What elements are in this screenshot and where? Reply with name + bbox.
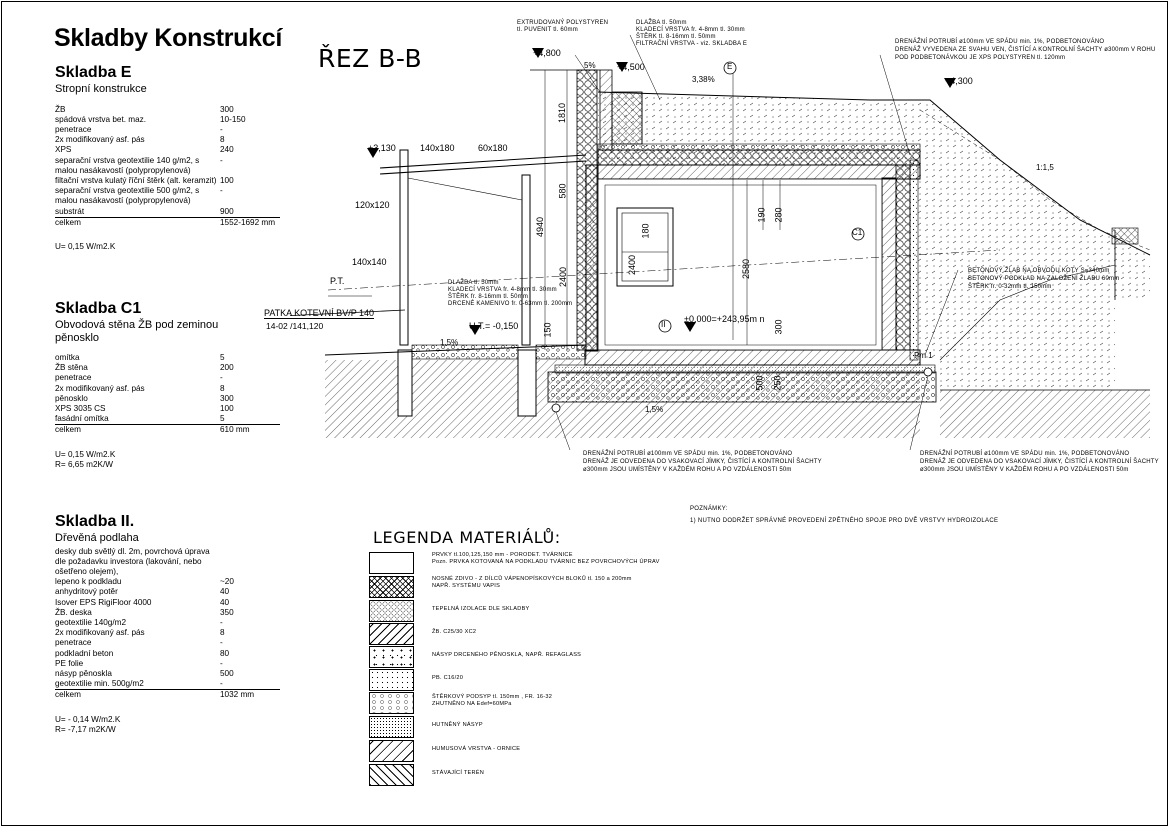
layer-thickness: - xyxy=(220,186,223,196)
layer-name: penetrace xyxy=(55,124,92,134)
gravel-base xyxy=(548,372,936,402)
dim-280-label: 280 xyxy=(773,207,784,223)
layer-thickness: 500 xyxy=(220,668,234,678)
layer-row xyxy=(55,394,280,404)
callout-roof-line: EXTRUDOVANÝ POLYSTYREN xyxy=(517,20,609,26)
callout-terrace-line: ŠTĚRK fr. 8-16mm tl. 50mm xyxy=(448,294,529,300)
label-patka-2: 14-02 /141,120 xyxy=(266,321,324,331)
callout-roof2-line: FILTRAČNÍ VRSTVA - viz. SKLADBA E xyxy=(636,41,748,47)
skladba-e-rows xyxy=(55,105,280,228)
legend-item-gravel xyxy=(369,692,692,714)
skladba-e-title: Skladba E xyxy=(55,64,132,81)
callout-terrace-line: DLAŽBA tl. 50mm xyxy=(448,280,499,286)
legend-text xyxy=(432,764,692,777)
layer-thickness: 8 xyxy=(220,135,225,145)
layer-name: ŽB xyxy=(55,104,66,114)
skladba-ii-subtitle: Dřevěná podlaha xyxy=(55,532,139,544)
label-patka: PATKA KOTEVNÍ BV/P 140 xyxy=(264,308,375,318)
pergola-beam xyxy=(380,155,586,168)
layer-row xyxy=(55,176,280,186)
dim-2400-label-b: 2400 xyxy=(627,254,638,276)
layer-name: lepeno k podkladu xyxy=(55,577,122,587)
layer-thickness xyxy=(220,547,280,578)
legend-item-ptt xyxy=(369,552,692,574)
legend-item-compacted xyxy=(369,716,692,738)
callout-drain-bl-line: DRENÁŽ JE ODVEDENA DO VSAKOVACÍ JÍMKY, ČISTÍCÍ A KONTROLNÍ ŠACHTY xyxy=(583,459,822,465)
callout-drain-br-line: DRENÁŽ JE ODVEDENA DO VSAKOVACÍ JÍMKY, ČISTÍCÍ A KONTROLNÍ ŠACHTY xyxy=(920,459,1159,465)
roof-insulation xyxy=(598,150,920,165)
layer-name: XPS 3035 CS xyxy=(55,404,106,414)
layer-thickness: 10-150 xyxy=(220,114,246,124)
layer-row xyxy=(55,547,280,578)
layer-thickness: 100 xyxy=(220,175,234,185)
legend-line: HUMUSOVÁ VRSTVA - ORNICE xyxy=(432,746,521,752)
interior-room xyxy=(598,179,882,350)
legend-item-penosklo xyxy=(369,646,692,668)
notes-text: 1) NUTNO DODRŽET SPRÁVNÉ PROVEDENÍ ZPĚTNÉHO SPOJE PRO DVĚ VRSTVY HYDROIZOLACE xyxy=(690,518,999,524)
page-title: Skladby Konstrukcí xyxy=(54,24,282,52)
notes-title: POZNÁMKY: xyxy=(690,506,728,512)
callout-terrace xyxy=(448,280,572,308)
layer-name: desky dub světlý dl. 2m, povrchová úprava dle požadavku investora (lakování, nebo ošetřeno olejem), xyxy=(55,546,210,576)
legend-swatch xyxy=(369,669,414,691)
layer-name: ŽB. deska xyxy=(55,607,92,617)
layer-row xyxy=(55,218,280,228)
legend-text xyxy=(432,716,692,729)
lean-concrete xyxy=(555,365,935,373)
layer-name: filtační vrstva kulatý říční štěrk (alt. keramzit) xyxy=(55,175,217,185)
skladba-c1-r: R= 6,65 m2K/W xyxy=(55,459,114,469)
legend-item-terrain xyxy=(369,764,692,786)
dim-180-label: 180 xyxy=(640,223,651,239)
floor-slab xyxy=(585,350,920,365)
legend-item-pb xyxy=(369,669,692,691)
skladba-ii-title: Skladba II. xyxy=(55,513,135,530)
pergola-post-right xyxy=(522,175,530,345)
legend-text xyxy=(432,692,692,708)
skladba-ii-r: R= -7,17 m2K/W xyxy=(55,724,116,734)
callout-roof2-line: DLAŽBA tl. 50mm xyxy=(636,20,687,26)
callout-drain-br-line: ø300mm JSOU UMÍSTĚNY V KAŽDÉM ROHU A PO VZDÁLENOSTI 50m xyxy=(920,467,1129,473)
callout-drain-bl-line: DRENÁŽNÍ POTRUBÍ ø100mm VE SPÁDU min. 1%, PODBETONOVÁNO xyxy=(583,451,793,457)
layer-thickness: 1552-1692 mm xyxy=(220,217,276,227)
legend-line: TEPELNÁ IZOLACE DLE SKLADBY xyxy=(432,606,530,612)
layer-thickness: - xyxy=(220,124,223,134)
wall-right xyxy=(882,178,896,350)
callout-roof-2 xyxy=(636,20,747,48)
slope-338: 3,38% xyxy=(692,75,715,84)
layer-name: substrát xyxy=(55,207,220,218)
footing-right xyxy=(518,350,536,416)
dim-4940-label: 4940 xyxy=(535,216,546,238)
layer-thickness: - xyxy=(220,617,223,627)
legend-line: PRVKY tl.100,125,150 mm - PORODET. TVÁRNICE xyxy=(432,552,573,558)
callout-drain-top-line: DRENÁŽ VYVEDENA ZE SVAHU VEN, ČISTÍCÍ A KONTROLNÍ ŠACHTY ø300mm V ROHU xyxy=(895,47,1156,53)
skladba-e-subtitle: Stropní konstrukce xyxy=(55,83,147,95)
layer-thickness: ~20 xyxy=(220,577,234,587)
callout-drain-br-line: DRENÁŽNÍ POTRUBÍ ø100mm VE SPÁDU min. 1%, PODBETONOVÁNO xyxy=(920,451,1130,457)
layer-name: 2x modifikovaný asf. pás xyxy=(55,383,145,393)
legend-swatch xyxy=(369,576,414,598)
layer-thickness: 1032 mm xyxy=(220,690,255,700)
existing-ground-right xyxy=(940,390,1150,438)
layer-thickness: 240 xyxy=(220,145,234,155)
skladba-c1-title: Skladba C1 xyxy=(55,300,142,317)
legend-item-zb xyxy=(369,623,692,645)
dim-1810-label: 1810 xyxy=(557,102,568,124)
layer-name: ŽB stěna xyxy=(55,363,88,373)
dim-300-label: 300 xyxy=(773,319,784,335)
dim-250-label: 250 xyxy=(772,375,783,391)
layer-thickness: 610 mm xyxy=(220,425,250,435)
label-c1: C1 xyxy=(852,228,863,237)
legend-text xyxy=(432,646,692,659)
layer-name: fasádní omítka xyxy=(55,414,220,425)
layer-name: XPS xyxy=(55,145,72,155)
layer-row xyxy=(55,105,280,115)
insulation-right xyxy=(896,165,910,350)
pergola-post-left xyxy=(400,150,408,345)
callout-drain-top-line: DRENÁŽNÍ POTRUBÍ ø100mm VE SPÁDU min. 1%, PODBETONOVÁNO xyxy=(895,39,1105,45)
callout-drain-bl-line: ø300mm JSOU UMÍSTĚNY V KAŽDÉM ROHU A PO VZDÁLENOSTI 50m xyxy=(583,467,792,473)
dim-150-label: 150 xyxy=(542,322,553,338)
layer-row xyxy=(55,669,280,679)
dim-580-label: 580 xyxy=(557,183,568,199)
legend-line: PB. C16/20 xyxy=(432,675,464,681)
layer-thickness: 350 xyxy=(220,607,234,617)
label-e: E xyxy=(727,62,733,71)
label-ii: II xyxy=(661,320,666,329)
callout-zlab xyxy=(968,267,1158,291)
callout-zlab-line: BETONOVÝ PODKLAD NA ZALOŽENÍ ŽLABU 60mm xyxy=(968,276,1120,282)
legend-swatch xyxy=(369,764,414,786)
roof-filter xyxy=(598,144,920,150)
layer-row xyxy=(55,690,280,700)
level-zero: ±0,000=+243,95m n xyxy=(684,314,765,324)
insulation-left xyxy=(577,70,597,350)
layer-thickness: 5 xyxy=(220,353,225,362)
label-pm1: Pm 1 xyxy=(914,351,933,360)
legend-swatch xyxy=(369,646,414,668)
profile-120x120: 120x120 xyxy=(355,200,390,210)
layer-thickness: 300 xyxy=(220,104,234,114)
slope-15-a: 1,5% xyxy=(440,338,459,347)
layer-row xyxy=(55,156,280,176)
layer-thickness: 5 xyxy=(220,414,280,425)
layer-row xyxy=(55,425,280,435)
slope-5: 5% xyxy=(584,61,596,70)
layer-thickness: - xyxy=(220,638,223,648)
profile-60x180: 60x180 xyxy=(478,143,508,153)
layer-thickness: - xyxy=(220,679,280,690)
callout-terrace-line: DRCENÉ KAMENIVO fr. 0-63mm tl. 200mm xyxy=(448,301,573,307)
layer-name: pěnosklo xyxy=(55,393,88,403)
parapet xyxy=(600,70,612,150)
level-4500: +4,500 xyxy=(617,62,645,72)
pergola-brace xyxy=(408,178,522,200)
layer-row xyxy=(55,353,280,363)
dim-190-label: 190 xyxy=(756,207,767,223)
callout-drain-top xyxy=(895,38,1160,62)
layer-row xyxy=(55,115,280,125)
layer-name: násyp pěnoskla xyxy=(55,668,112,678)
skladba-c1-rows xyxy=(55,353,280,436)
callout-zlab-line: ŠTĚRK fr. 0-32mm tl. 150mm xyxy=(968,284,1052,290)
render-right xyxy=(910,160,918,360)
legend-swatch xyxy=(369,740,414,762)
skladba-c1 xyxy=(55,300,280,470)
layer-row xyxy=(55,608,280,618)
drain-pipe-left xyxy=(552,404,560,412)
legend-text xyxy=(432,552,692,566)
layer-row xyxy=(55,598,280,608)
callout-roof2-line: KLADECÍ VRSTVA fr. 4-8mm tl. 30mm xyxy=(636,27,745,33)
layer-thickness: 40 xyxy=(220,587,230,597)
callout-roof xyxy=(517,20,608,34)
layer-name: penetrace xyxy=(55,373,92,383)
legend-swatch xyxy=(369,692,414,714)
legend-text xyxy=(432,623,692,636)
terrace-base-2 xyxy=(536,345,586,359)
skladba-c1-subtitle: Obvodová stěna ŽB pod zeminou pěnosklo xyxy=(55,319,219,344)
layer-name: 2x modifikovaný asf. pás xyxy=(55,135,145,145)
legend-line: NOSNÉ ZDIVO - Z DÍLCŮ VÁPENOPÍSKOVÝCH BLOKŮ tl. 150 a 200mm xyxy=(432,576,632,582)
layer-row xyxy=(55,384,280,394)
layer-row xyxy=(55,404,280,414)
legend-item-insulation xyxy=(369,600,692,622)
level-4800: +4,800 xyxy=(533,48,561,58)
retaining-edge xyxy=(1112,228,1138,244)
layer-row xyxy=(55,587,280,597)
layer-name: celkem xyxy=(55,425,81,435)
legend-swatch xyxy=(369,600,414,622)
legend-text xyxy=(432,600,692,613)
layer-name: separační vrstva geotextilie 500 g/m2, s malou nasákavostí (polypropylenová) xyxy=(55,186,200,206)
layer-thickness: 80 xyxy=(220,648,230,658)
profile-140x180: 140x180 xyxy=(420,143,455,153)
callout-terrace-line: KLADECÍ VRSTVA fr. 4-8mm tl. 30mm xyxy=(448,287,557,293)
layer-name: omítka xyxy=(55,353,80,362)
layer-row xyxy=(55,363,280,373)
skladba-c1-u: U= 0,15 W/m2.K xyxy=(55,449,116,459)
layer-name: separační vrstva geotextilie 140 g/m2, s malou nasákavostí (polypropylenová) xyxy=(55,155,200,175)
parapet-block xyxy=(612,92,642,144)
skladba-ii-rows xyxy=(55,547,280,701)
skladba-e-u: U= 0,15 W/m2.K xyxy=(55,241,116,251)
legend-line: NÁSYP DRCENÉHO PĚNOSKLA, NAPŘ. REFAGLASS xyxy=(432,652,582,658)
legend-text xyxy=(432,740,692,753)
callout-drain-bl xyxy=(583,450,822,474)
layer-row xyxy=(55,135,280,145)
layer-thickness: - xyxy=(220,373,223,383)
layer-row xyxy=(55,125,280,135)
legend-line: NAPŘ. SYSTÉMU VAPIS xyxy=(432,583,501,589)
layer-row xyxy=(55,414,280,425)
callout-roof2-line: ŠTĚRK tl. 8-16mm tl. 50mm xyxy=(636,34,716,40)
layer-name: geotextilie 140g/m2 xyxy=(55,617,127,627)
layer-name: celkem xyxy=(55,690,81,700)
legend-item-vapis xyxy=(369,576,692,598)
callout-zlab-line: BETONOVÝ ŽLAB NA OBVODU KOTY S=340mm xyxy=(968,268,1110,274)
level-4300: +4,300 xyxy=(945,76,973,86)
legend-line: ZHUTNĚNO NA Edef=60MPa xyxy=(432,701,512,707)
callout-roof-line: tl. PUVENIT tl. 60mm xyxy=(517,27,578,33)
layer-name: PE folie xyxy=(55,658,84,668)
layer-thickness: 300 xyxy=(220,393,234,403)
dim-2400-label-a: 2400 xyxy=(558,266,569,288)
legend-text xyxy=(432,669,692,682)
callout-drain-br xyxy=(920,450,1165,474)
skladba-ii-u: U= - 0,14 W/m2.K xyxy=(55,714,121,724)
skladba-e xyxy=(55,64,280,252)
level-ut: U.T.= -0,150 xyxy=(469,321,519,331)
slope-15-b: 1,5% xyxy=(645,405,664,414)
layer-row xyxy=(55,679,280,690)
layer-row xyxy=(55,628,280,638)
legend-swatch xyxy=(369,552,414,574)
legend-line: STÁVAJÍCÍ TERÉN xyxy=(432,770,485,776)
drain-pipe-right xyxy=(924,368,932,376)
layer-name: 2x modifikovaný asf. pás xyxy=(55,628,145,638)
layer-name: podkladní beton xyxy=(55,648,114,658)
legend-line: HUTNĚNÝ NÁSYP xyxy=(432,722,483,728)
layer-row xyxy=(55,207,280,218)
callout-drain-top-line: POD PODBETONÁVKOU JE XPS POLYSTYREN tl. 120mm xyxy=(895,55,1066,61)
slope-1-15: 1:1,5 xyxy=(1036,163,1054,172)
skladba-ii xyxy=(55,513,280,735)
layer-row xyxy=(55,186,280,206)
layer-name: penetrace xyxy=(55,638,92,648)
section-drawing xyxy=(290,10,1160,490)
layer-row xyxy=(55,373,280,383)
pergola-beam-2 xyxy=(380,161,586,174)
legend-text xyxy=(432,576,692,590)
layer-thickness: 8 xyxy=(220,628,225,638)
layer-row xyxy=(55,659,280,669)
legend-line: ŽB. C25/30 XC2 xyxy=(432,629,477,635)
legend-swatch xyxy=(369,716,414,738)
section-title: ŘEZ B-B xyxy=(318,44,423,73)
legend-line: Pozn. PRVKA KOTOVANÁ NA PODKLADU TVÁRNIC BEZ POVRCHOVÝCH ÚPRAV xyxy=(432,559,660,565)
footing-left xyxy=(398,350,412,416)
layer-thickness: 900 xyxy=(220,207,280,218)
layer-row xyxy=(55,577,280,587)
layer-thickness: 100 xyxy=(220,404,234,414)
terrace-base xyxy=(412,345,518,359)
legend-item-humus xyxy=(369,740,692,762)
layer-name: celkem xyxy=(55,217,81,227)
legend-swatch xyxy=(369,623,414,645)
layer-thickness: 8 xyxy=(220,383,225,393)
dim-500-label: 500 xyxy=(754,375,765,391)
layer-name: geotextilie min. 500g/m2 xyxy=(55,679,220,690)
layer-thickness: 200 xyxy=(220,363,234,373)
layer-name: spádová vrstva bet. maz. xyxy=(55,114,147,124)
roof-slab xyxy=(598,165,920,179)
layer-thickness: 40 xyxy=(220,597,230,607)
layer-row xyxy=(55,145,280,155)
level-3130: +3,130 xyxy=(368,143,396,153)
layer-row xyxy=(55,618,280,628)
layer-thickness: - xyxy=(220,155,223,165)
label-pt: P.T. xyxy=(330,276,345,286)
layer-row xyxy=(55,638,280,648)
layer-name: Isover EPS RigiFloor 4000 xyxy=(55,597,152,607)
layer-row xyxy=(55,649,280,659)
layer-thickness: - xyxy=(220,658,223,668)
layer-name: anhydritový potěr xyxy=(55,587,118,597)
dim-2580-label: 2580 xyxy=(741,258,752,280)
profile-140x140: 140x140 xyxy=(352,257,387,267)
legend-line: ŠTĚRKOVÝ PODSYP tl. 150mm , FR. 16-32 xyxy=(432,694,553,700)
legend-title: LEGENDA MATERIÁLŮ: xyxy=(373,528,561,547)
